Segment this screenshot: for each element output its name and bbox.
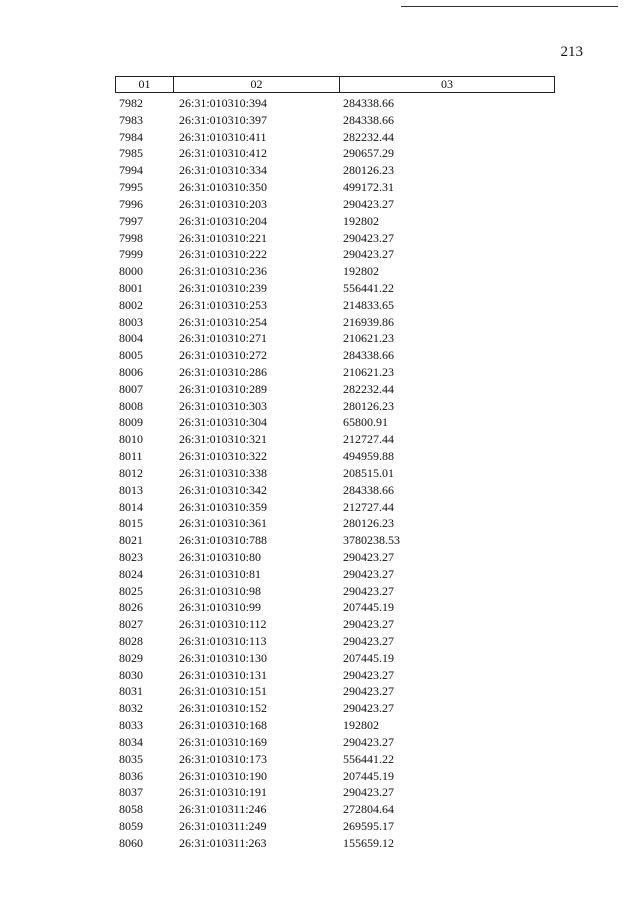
cell-cadastral-id: 26:31:010310:350: [179, 180, 268, 195]
cell-value: 290423.27: [343, 230, 394, 245]
cell-value: 282232.44: [343, 129, 394, 144]
cell-cadastral-id: 26:31:010310:321: [179, 432, 268, 447]
top-rule: [401, 6, 618, 7]
cell-number: 8033: [119, 718, 143, 733]
cell-cadastral-id: 26:31:010310:361: [179, 516, 268, 531]
table-row: [115, 314, 555, 331]
cell-number: 7997: [119, 213, 143, 228]
table-body: [115, 95, 555, 852]
cell-value: 499172.31: [343, 180, 394, 195]
cell-number: 8004: [119, 331, 143, 346]
table-row: [115, 784, 555, 801]
cell-number: 8060: [119, 835, 143, 850]
cell-number: 8032: [119, 701, 143, 716]
table-row: [115, 818, 555, 835]
cell-value: 290423.27: [343, 634, 394, 648]
table-row: [115, 835, 555, 852]
cell-number: 8027: [119, 617, 143, 632]
table-row: [115, 599, 555, 616]
table-row: [115, 263, 555, 280]
cell-value: 556441.22: [343, 280, 394, 295]
cell-number: 8006: [119, 365, 143, 379]
cell-cadastral-id: 26:31:010310:394: [179, 96, 268, 110]
cell-cadastral-id: 26:31:010310:271: [179, 331, 268, 346]
cell-cadastral-id: 26:31:010310:411: [179, 129, 267, 144]
header-col-02: 02: [174, 77, 340, 92]
table-row: [115, 465, 555, 482]
cell-value: 290423.27: [343, 583, 394, 598]
page-number: 213: [560, 44, 583, 60]
cell-value: 280126.23: [343, 516, 394, 531]
cell-value: 212727.44: [343, 432, 394, 447]
cell-value: 290423.27: [343, 734, 394, 749]
table-row: [115, 717, 555, 734]
table-row: [115, 616, 555, 633]
cell-number: 8001: [119, 280, 143, 295]
cell-cadastral-id: 26:31:010310:253: [179, 297, 268, 312]
cell-cadastral-id: 26:31:010310:286: [179, 365, 268, 379]
cell-number: 8026: [119, 600, 143, 615]
cell-value: 290423.27: [343, 667, 394, 682]
cell-value: 210621.23: [343, 331, 394, 346]
cell-cadastral-id: 26:31:010310:222: [179, 247, 268, 262]
cell-cadastral-id: 26:31:010310:81: [179, 566, 262, 581]
cell-value: 65800.91: [343, 415, 388, 430]
cell-value: 556441.22: [343, 751, 394, 766]
cell-number: 8013: [119, 482, 143, 497]
cell-cadastral-id: 26:31:010310:397: [179, 112, 268, 127]
cell-value: 290423.27: [343, 247, 394, 262]
cell-value: 494959.88: [343, 449, 394, 464]
table-row: [115, 482, 555, 499]
cell-cadastral-id: 26:31:010310:342: [179, 482, 268, 497]
cell-cadastral-id: 26:31:010310:168: [179, 718, 268, 733]
cell-number: 8023: [119, 549, 143, 564]
table-row: [115, 95, 555, 112]
cell-value: 290423.27: [343, 566, 394, 581]
cell-value: 280126.23: [343, 163, 394, 178]
cell-number: 8030: [119, 667, 143, 682]
cell-cadastral-id: 26:31:010310:203: [179, 196, 268, 211]
table-row: [115, 162, 555, 179]
cell-number: 8012: [119, 465, 143, 480]
table-row: [115, 230, 555, 247]
cell-cadastral-id: 26:31:010310:788: [179, 533, 268, 548]
cell-cadastral-id: 26:31:010310:98: [179, 583, 262, 598]
cell-value: 155659.12: [343, 835, 394, 850]
cell-number: 8035: [119, 751, 143, 766]
header-col-01: 01: [116, 77, 174, 92]
cell-number: 8031: [119, 684, 143, 699]
table-row: [115, 667, 555, 684]
cell-number: 7996: [119, 196, 143, 211]
table-row: [115, 549, 555, 566]
table-row: [115, 801, 555, 818]
cell-cadastral-id: 26:31:010310:359: [179, 499, 268, 514]
cell-value: 192802: [343, 213, 379, 228]
cell-value: 207445.19: [343, 600, 394, 615]
cell-number: 8058: [119, 802, 143, 817]
table-row: [115, 213, 555, 230]
cell-value: 214833.65: [343, 297, 394, 312]
cell-number: 8007: [119, 381, 143, 396]
cell-cadastral-id: 26:31:010310:80: [179, 549, 262, 564]
cell-value: 280126.23: [343, 398, 394, 413]
cell-value: 284338.66: [343, 112, 394, 127]
cell-number: 8024: [119, 566, 143, 581]
table-row: [115, 734, 555, 751]
cell-number: 8036: [119, 768, 143, 783]
cell-value: 212727.44: [343, 499, 394, 514]
table-row: [115, 398, 555, 415]
cell-value: 290657.29: [343, 146, 394, 161]
cell-number: 8059: [119, 818, 143, 833]
data-table: [115, 76, 555, 852]
table-row: [115, 196, 555, 213]
cell-cadastral-id: 26:31:010310:254: [179, 314, 268, 329]
cell-number: 8009: [119, 415, 143, 430]
cell-value: 207445.19: [343, 768, 394, 783]
table-row: [115, 633, 555, 650]
cell-cadastral-id: 26:31:010310:152: [179, 701, 268, 716]
table-row: [115, 532, 555, 549]
cell-cadastral-id: 26:31:010310:131: [179, 667, 268, 682]
cell-cadastral-id: 26:31:010310:304: [179, 415, 268, 430]
cell-value: 284338.66: [343, 96, 394, 110]
cell-number: 7994: [119, 163, 143, 178]
cell-cadastral-id: 26:31:010311:263: [179, 835, 267, 850]
cell-number: 8003: [119, 314, 143, 329]
cell-cadastral-id: 26:31:010310:239: [179, 280, 268, 295]
table-row: [115, 650, 555, 667]
cell-value: 272804.64: [343, 802, 394, 817]
cell-number: 8025: [119, 583, 143, 598]
cell-value: 290423.27: [343, 684, 394, 699]
cell-value: 269595.17: [343, 818, 394, 833]
table-row: [115, 347, 555, 364]
table-row: [115, 179, 555, 196]
cell-value: 290423.27: [343, 196, 394, 211]
table-row: [115, 364, 555, 381]
cell-cadastral-id: 26:31:010310:113: [179, 634, 267, 648]
cell-number: 7998: [119, 230, 143, 245]
cell-number: 8021: [119, 533, 143, 548]
cell-cadastral-id: 26:31:010310:272: [179, 348, 268, 363]
cell-number: 8034: [119, 734, 143, 749]
table-row: [115, 431, 555, 448]
cell-cadastral-id: 26:31:010310:221: [179, 230, 268, 245]
cell-number: 7983: [119, 112, 143, 127]
cell-value: 210621.23: [343, 365, 394, 379]
cell-value: 192802: [343, 718, 379, 733]
cell-number: 8014: [119, 499, 143, 514]
table-row: [115, 381, 555, 398]
cell-number: 8029: [119, 650, 143, 665]
table-row: [115, 414, 555, 431]
cell-cadastral-id: 26:31:010311:249: [179, 818, 267, 833]
cell-cadastral-id: 26:31:010310:334: [179, 163, 268, 178]
cell-cadastral-id: 26:31:010310:173: [179, 751, 268, 766]
cell-value: 284338.66: [343, 348, 394, 363]
cell-cadastral-id: 26:31:010310:322: [179, 449, 268, 464]
cell-number: 8000: [119, 264, 143, 279]
cell-cadastral-id: 26:31:010310:130: [179, 650, 268, 665]
cell-value: 3780238.53: [343, 533, 400, 548]
table-row: [115, 145, 555, 162]
cell-number: 8011: [119, 449, 143, 464]
table-row: [115, 751, 555, 768]
cell-value: 284338.66: [343, 482, 394, 497]
cell-value: 290423.27: [343, 701, 394, 716]
table-row: [115, 330, 555, 347]
cell-value: 290423.27: [343, 785, 394, 800]
cell-number: 8008: [119, 398, 143, 413]
cell-number: 8002: [119, 297, 143, 312]
cell-number: 7984: [119, 129, 143, 144]
table-row: [115, 499, 555, 516]
table-row: [115, 129, 555, 146]
cell-cadastral-id: 26:31:010310:191: [179, 785, 268, 800]
cell-value: 290423.27: [343, 617, 394, 632]
cell-cadastral-id: 26:31:010310:169: [179, 734, 268, 749]
cell-cadastral-id: 26:31:010310:236: [179, 264, 268, 279]
table-row: [115, 515, 555, 532]
cell-value: 208515.01: [343, 465, 394, 480]
cell-number: 7995: [119, 180, 143, 195]
cell-value: 282232.44: [343, 381, 394, 396]
cell-number: 7985: [119, 146, 143, 161]
header-col-03: 03: [441, 77, 453, 91]
table-row: [115, 700, 555, 717]
table-row: [115, 246, 555, 263]
table-row: [115, 297, 555, 314]
cell-number: 8028: [119, 634, 143, 648]
table-row: [115, 583, 555, 600]
table-row: [115, 448, 555, 465]
cell-number: 8037: [119, 785, 143, 800]
cell-cadastral-id: 26:31:010310:190: [179, 768, 268, 783]
cell-cadastral-id: 26:31:010310:151: [179, 684, 268, 699]
cell-cadastral-id: 26:31:010310:338: [179, 465, 268, 480]
cell-cadastral-id: 26:31:010311:246: [179, 802, 267, 817]
cell-number: 7999: [119, 247, 143, 262]
table-row: [115, 112, 555, 129]
cell-value: 207445.19: [343, 650, 394, 665]
table-row: [115, 683, 555, 700]
cell-cadastral-id: 26:31:010310:412: [179, 146, 268, 161]
table-row: [115, 768, 555, 785]
cell-cadastral-id: 26:31:010310:99: [179, 600, 262, 615]
cell-number: 8015: [119, 516, 143, 531]
cell-value: 216939.86: [343, 314, 394, 329]
table-header: [115, 76, 555, 93]
cell-cadastral-id: 26:31:010310:204: [179, 213, 268, 228]
table-row: [115, 566, 555, 583]
table-row: [115, 280, 555, 297]
cell-value: 192802: [343, 264, 379, 279]
cell-value: 290423.27: [343, 549, 394, 564]
cell-cadastral-id: 26:31:010310:303: [179, 398, 268, 413]
cell-cadastral-id: 26:31:010310:289: [179, 381, 268, 396]
cell-number: 8005: [119, 348, 143, 363]
cell-number: 7982: [119, 96, 143, 110]
cell-number: 8010: [119, 432, 143, 447]
cell-cadastral-id: 26:31:010310:112: [179, 617, 267, 632]
